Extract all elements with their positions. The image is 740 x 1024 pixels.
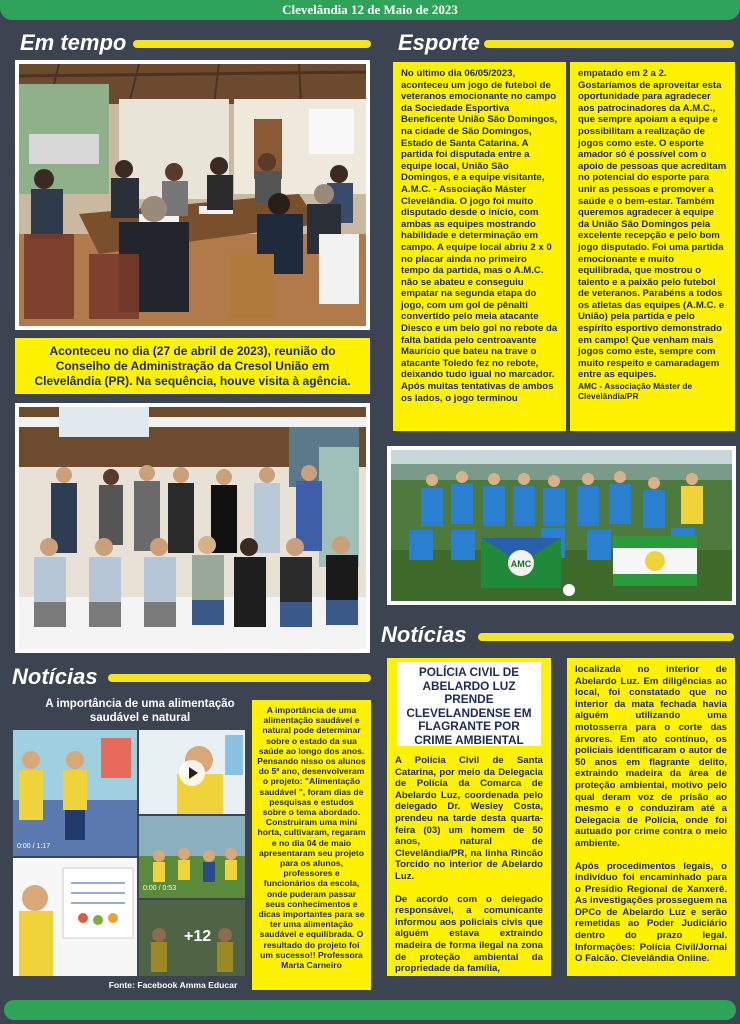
video-progress-2: 0:00 / 0:53 bbox=[143, 885, 177, 892]
facebook-collage bbox=[13, 730, 245, 976]
video-thumbnail-1[interactable] bbox=[13, 730, 137, 856]
header-date-bar bbox=[0, 0, 740, 20]
meeting-room-illustration bbox=[19, 64, 366, 326]
section-title-noticias-right: Notícias bbox=[381, 622, 467, 647]
esporte-signature: AMC - Associação Máster de Clevelândia/PR bbox=[578, 381, 693, 402]
policia-column-1 bbox=[387, 658, 551, 976]
team-photo bbox=[387, 446, 736, 605]
policia-paragraph-3: localizada no interior de Abelardo Luz. Em diligências ao local, foi constatado que no interior da mata fechada havia alguém utilizando uma motosserra para o corte das árvores. Em ato contínuo, os policiais identificaram o autor de 50 anos em flagrante delito, extraindo madeira da área de proteção ambiental, motivo pelo qual deram voz de prisão ao mesmo e o conduziram até a Delegacia de Polícia, onde foi autuado por crime contra o meio ambiente. bbox=[575, 664, 727, 849]
classroom-illustration bbox=[13, 730, 137, 856]
section-title-esporte: Esporte bbox=[398, 30, 480, 55]
source-credit: Fonte: Facebook Amma Educar bbox=[108, 980, 238, 990]
video-thumbnail-2[interactable] bbox=[139, 730, 245, 814]
policia-column-2 bbox=[567, 658, 735, 976]
team-photo-illustration bbox=[391, 450, 732, 601]
policia-paragraph-1: A Polícia Civil de Santa Catarina, por meio da Delegacia de Polícia da Comarca de Abelardo Luz, coordenada pelo delegado Dr. Wesley Costa, prendeu na tarde desta quarta-feira (03) um homem de 50 anos, natural de Clevelândia/PR, na linha Rincão Torcido no interior de Abelardo Luz. bbox=[395, 755, 543, 882]
section-title-em-tempo: Em tempo bbox=[20, 30, 127, 55]
video-thumbnail-3[interactable] bbox=[139, 816, 245, 898]
meeting-caption bbox=[15, 338, 370, 394]
alimentacao-text: A importância de uma alimentação saudável e natural pode determinar sobre o estado da sua saúde ao longo dos anos. Pensando nisso os alunos do 5º ano, desenvolveram o projeto: "Alimentação saudável ", foram dias de pesquisas e estudos sobre o tema abordado. Construiram uma mini horta, cultivaram, regaram e no dia 04 de maio apresentaram seu projeto para os alunos, professores e funcionários da escola, onde puderam passar seus conhecimentos e dicas importantes para se ter uma alimentação saudável e equilibrada. O resultado do projeto foi um sucesso!! Professora Marta Carneiro bbox=[257, 705, 366, 971]
play-icon[interactable] bbox=[179, 760, 205, 786]
alimentacao-heading: A importância de uma alimentação saudável e natural bbox=[45, 698, 235, 724]
girl-with-poster-illustration bbox=[13, 858, 137, 976]
policia-paragraph-4: Após procedimentos legais, o indivíduo foi encaminhado para o Presídio Regional de Xanxerê. As investigações prosseguem na DPCo de Abelardo Luz e serão remetidas ao Poder Judiciário dentro do prazo legal. Informações: Polícia Civil/Jornal O Falcão. Clevelândia Online. bbox=[575, 860, 727, 965]
date-line: Clevelândia 12 de Maio de 2023 bbox=[282, 2, 458, 17]
amc-flag-label: AMC bbox=[510, 559, 532, 569]
agency-group-illustration bbox=[19, 407, 366, 649]
title-underline bbox=[133, 40, 371, 48]
esporte-text-1: No último dia 06/05/2023, aconteceu um jogo de futebol de veteranos emocionante no campo da Sociedade Esportiva Beneficente União São Domingos, na cidade de São Domingos, Estado de Santa Catarina. A partida foi disputada entre a equipe local, União São Domingos, e a equipe visitante, A.M.C. - Associação Máster Clevelândia. O jogo foi muito disputado desde o início, com ambas as equipes mostrando habilidade e determinação em campo. A equipe local abriu 2 x 0 no placar ainda no primeiro tempo da partida, mas o A.M.C. não se abateu e conseguiu empatar na segunda etapa do jogo, com um gol de pênalti convertido pelo meia atacante Diesco e um belo gol no rebote da falta batida pelo centroavante Maurício que bateu na trave o atacante Toledo fez no rebote, deixando tudo igual no marcador. Após muitas tentativas de ambos os lados, o jogo terminou bbox=[401, 68, 558, 404]
more-photos-count: +12 bbox=[184, 928, 212, 945]
meeting-photo bbox=[15, 60, 370, 330]
title-underline bbox=[108, 674, 371, 682]
section-title-noticias-left: Notícias bbox=[12, 664, 98, 689]
agency-group-photo bbox=[15, 403, 370, 653]
policia-headline: POLÍCIA CIVIL DE ABELARDO LUZ PRENDE CLEVELANDENSE EM FLAGRANTE POR CRIME AMBIENTAL bbox=[397, 662, 541, 746]
photo-thumbnail-more[interactable] bbox=[139, 900, 245, 976]
photo-thumbnail-girl[interactable] bbox=[13, 858, 137, 976]
video-progress-1: 0:00 / 1:17 bbox=[17, 843, 51, 850]
policia-paragraph-2: De acordo com o delegado responsável, a comunicante informou aos policiais civis que alguém estava extraindo madeira de forma ilegal na zona de proteção ambiental da propriedade da família, bbox=[395, 893, 543, 975]
esporte-column-1 bbox=[393, 62, 566, 431]
title-underline bbox=[484, 40, 734, 48]
footer-bar bbox=[4, 1000, 736, 1020]
esporte-column-2 bbox=[570, 62, 735, 431]
title-underline bbox=[478, 633, 734, 641]
alimentacao-column bbox=[252, 700, 371, 990]
esporte-text-2: empatado em 2 a 2. Gostaríamos de aproveitar esta oportunidade para agradecer aos patrocinadores da A.M.C., que sempre apoiam a equipe e possibilitam a realização de jogos como este. O esporte amador só é possível com o apoio de pessoas que acreditam no potencial do esporte para unir as pessoas e promover a saúde e o bem-estar. Também queremos agradecer à equipe da União São Domingos pela excelente recepção e pelo bom jogo disputado. Foi uma partida emocionante e muito equilibrada, que mostrou o talento e a paixão pelo futebol de veteranos. Parabéns a todos os atletas das equipes (A.M.C. e União) pela partida e pelo espírito esportivo demonstrado em campo! Que venham mais jogos como este, sempre com muito respeito e camaradagem entre as equipes. bbox=[578, 68, 727, 381]
meeting-caption-text: Aconteceu no dia (27 de abril de 2023), reunião do Conselho de Administração da Cresol União em Clevelândia (PR). Na sequência, houve visita à agência. bbox=[34, 344, 351, 388]
